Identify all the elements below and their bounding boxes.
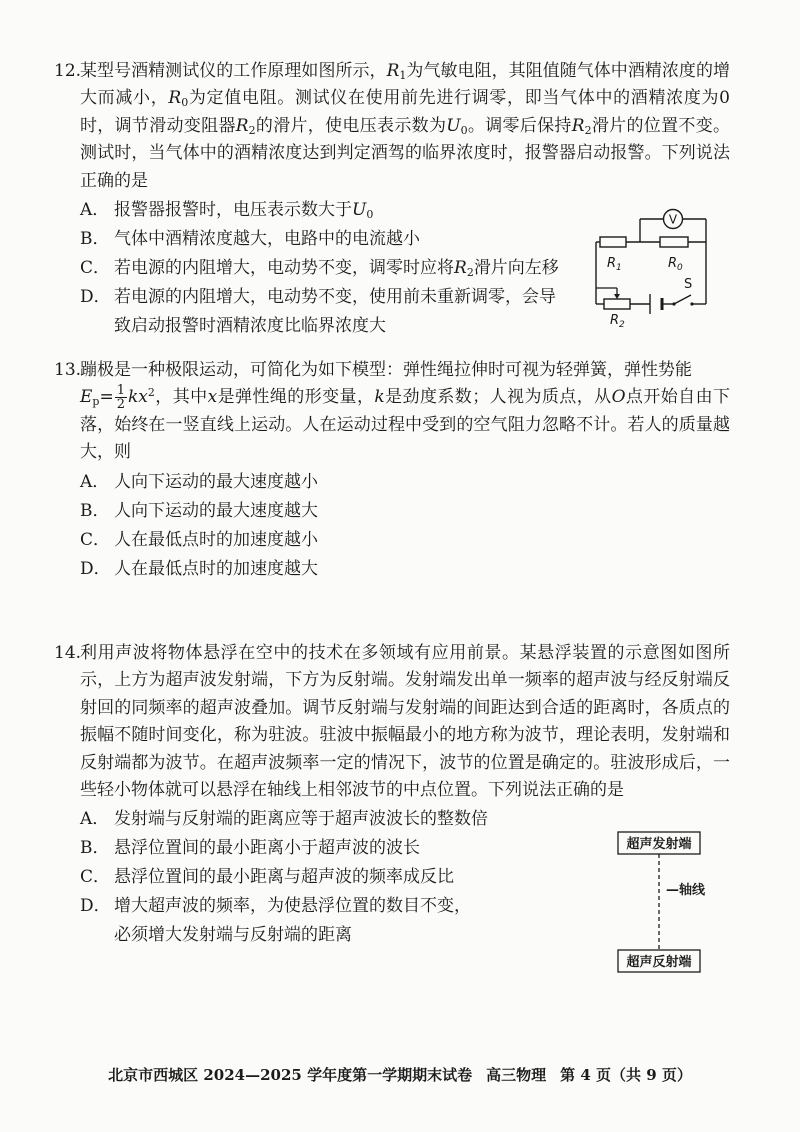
circuit-diagram — [588, 200, 718, 330]
slider-arrow-icon — [596, 288, 617, 297]
page-footer: 北京市西城区 2024—2025 学年度第一学期期末试卷 高三物理 第 4 页（共 9 页） — [108, 1066, 692, 1084]
question-number: 12. — [54, 61, 82, 81]
rheostat-r2-icon — [604, 299, 630, 309]
question-number: 13. — [54, 360, 82, 380]
r0-label: $R_0$ — [668, 256, 683, 273]
resistor-r0-icon — [660, 237, 688, 247]
svg-text:—轴线: —轴线 — [666, 883, 706, 898]
question-stem: 蹦极是一种极限运动，可简化为如下模型：弹性绳拉伸时可视为轻弹簧，弹性势能 $E_p=$ $\frac{1}{2}$ $kx^2$，其中x是弹性绳的形变量，k是劲度系数；人视为质点，从O点开始自由下落，始终在一竖直线上运动。人在运动过程中受到的空气阻力忽略不计。若人的质量越大，则 — [80, 360, 731, 463]
svg-text:超声发射端: 超声发射端 — [626, 837, 692, 852]
option-a[interactable]: A． 人向下运动的最大速度越小 — [80, 471, 318, 492]
option-c[interactable]: C． 人在最低点时的加速度越小 — [80, 529, 318, 550]
svg-text:V: V — [668, 212, 678, 227]
option-a[interactable]: A． 报警器报警时，电压表示数大于$U_0$ — [80, 200, 374, 222]
resistor-r1-icon — [600, 237, 626, 247]
r2-label: $R_2$ — [610, 313, 625, 330]
option-d[interactable]: D． 人在最低点时的加速度越大 — [80, 558, 318, 579]
question-13 — [54, 357, 731, 584]
options — [80, 468, 730, 584]
r1-label: $R_1$ — [607, 256, 622, 273]
option-c[interactable]: C． 悬浮位置间的最小距离与超声波的频率成反比 — [80, 867, 454, 888]
option-d[interactable]: D． 若电源的内阻增大，电动势不变，使用前未重新调零，会导致启动报警时酒精浓度比临界浓度大 — [80, 287, 556, 337]
svg-text:S: S — [684, 277, 693, 292]
battery-icon — [650, 294, 662, 314]
option-b[interactable]: B． 人向下运动的最大速度越大 — [80, 500, 318, 521]
option-b[interactable]: B． 悬浮位置间的最小距离小于超声波的波长 — [80, 838, 420, 859]
question-number: 14. — [54, 643, 82, 663]
option-a[interactable]: A． 发射端与反射端的距离应等于超声波波长的整数倍 — [80, 809, 488, 830]
option-d[interactable]: D． 增大超声波的频率，为使悬浮位置的数目不变，必须增大发射端与反射端的距离 — [80, 896, 471, 946]
switch-icon — [674, 295, 691, 304]
fraction: $\frac{1}{2}$ — [116, 383, 125, 413]
svg-text:超声反射端: 超声反射端 — [626, 955, 692, 970]
question-stem: 利用声波将物体悬浮在空中的技术在多领域有应用前景。某悬浮装置的示意图如图所示，上方为超声波发射端，下方为反射端。发射端发出单一频率的超声波与经反射端反射回的同频率的超声波叠加。调节反射端与发射端的间距达到合适的距离时，各质点的振幅不随时间变化，称为驻波。驻波中振幅最小的地方称为波节，理论表明，发射端和反射端都为波节。在超声波频率一定的情况下，波节的位置是确定的。驻波形成后，一些轻小物体就可以悬浮在轴线上相邻波节的中点位置。下列说法正确的是 — [80, 643, 730, 801]
option-b[interactable]: B． 气体中酒精浓度越大，电路中的电流越小 — [80, 229, 420, 250]
levitation-diagram — [612, 826, 732, 978]
option-c[interactable]: C． 若电源的内阻增大，电动势不变，调零时应将$R_2$滑片向左移 — [80, 258, 559, 280]
question-stem: 某型号酒精测试仪的工作原理如图所示，$R_1$为气敏电阻，其阻值随气体中酒精浓度的增大而减小，$R_0$为定值电阻。测试仪在使用前先进行调零，即当气体中的酒精浓度为0时，调节滑动变阻器$R_2$的滑片，使电压表示数为$U_0$。调零后保持$R_2$滑片的位置不变。测试时，当气体中的酒精浓度达到判定酒驾的临界浓度时，报警器启动报警。下列说法正确的是 — [80, 61, 731, 191]
